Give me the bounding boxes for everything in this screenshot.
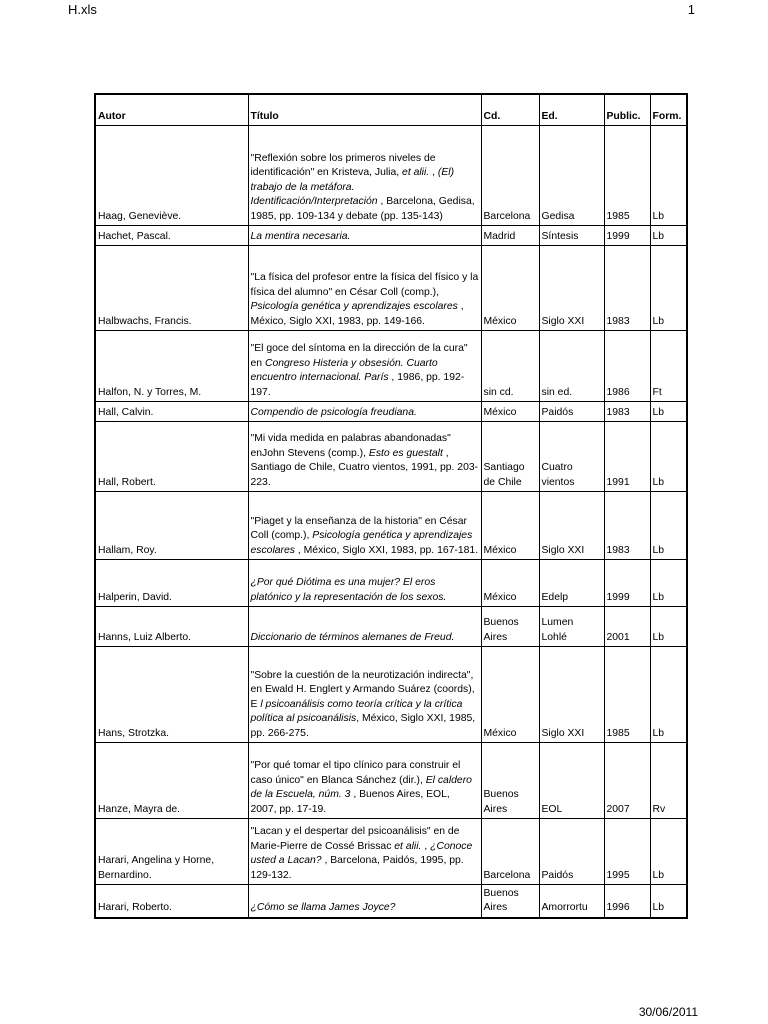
cell-form: Lb <box>650 126 687 226</box>
cell-cd: Buenos Aires <box>481 885 539 918</box>
cell-autor: Halperin, David. <box>95 560 248 607</box>
cell-titulo: Compendio de psicología freudiana. <box>248 402 481 422</box>
cell-autor: Hall, Calvin. <box>95 402 248 422</box>
cell-public: 1983 <box>604 402 650 422</box>
bibliography-table <box>94 93 688 919</box>
cell-cd: sin cd. <box>481 331 539 402</box>
cell-titulo: ¿Cómo se llama James Joyce? <box>248 885 481 918</box>
cell-titulo: Diccionario de términos alemanes de Freud. <box>248 607 481 647</box>
cell-cd: México <box>481 246 539 331</box>
cell-titulo: "Por qué tomar el tipo clínico para construir el caso único" en Blanca Sánchez (dir.), El caldero de la Escuela, núm. 3 , Buenos Aires, EOL, 2007, pp. 17-19. <box>248 743 481 819</box>
cell-public: 1985 <box>604 126 650 226</box>
cell-autor: Hachet, Pascal. <box>95 226 248 246</box>
table-row <box>95 819 687 885</box>
cell-public: 1985 <box>604 647 650 743</box>
cell-cd: México <box>481 647 539 743</box>
cell-public: 2007 <box>604 743 650 819</box>
table-row <box>95 226 687 246</box>
cell-titulo: "Lacan y el despertar del psicoanálisis" en de Marie-Pierre de Cossé Brissac et alii. , ¿Conoce usted a Lacan? , Barcelona, Paidós, 1995, pp. 129-132. <box>248 819 481 885</box>
footer-date: 30/06/2011 <box>638 1005 698 1019</box>
cell-titulo: "Sobre la cuestión de la neurotización indirecta", en Ewald H. Englert y Armando Suárez (coords), E l psicoanálisis como teoría crítica y la crítica política al psicoanálisis, México, Siglo XXI, 1985, pp. 266-275. <box>248 647 481 743</box>
cell-form: Lb <box>650 647 687 743</box>
table-row <box>95 885 687 918</box>
cell-form: Lb <box>650 226 687 246</box>
cell-ed: Síntesis <box>539 226 604 246</box>
cell-form: Lb <box>650 819 687 885</box>
cell-autor: Harari, Angelina y Horne, Bernardino. <box>95 819 248 885</box>
cell-public: 1991 <box>604 422 650 492</box>
cell-cd: Barcelona <box>481 126 539 226</box>
cell-ed: Edelp <box>539 560 604 607</box>
cell-ed: Siglo XXI <box>539 246 604 331</box>
header-public: Public. <box>604 94 650 126</box>
cell-public: 1999 <box>604 560 650 607</box>
cell-titulo: "Piaget y la enseñanza de la historia" en César Coll (comp.), Psicología genética y aprendizajes escolares , México, Siglo XXI, 1983, pp. 167-181. <box>248 492 481 560</box>
table-row <box>95 246 687 331</box>
cell-public: 1999 <box>604 226 650 246</box>
cell-ed: sin ed. <box>539 331 604 402</box>
cell-public: 1983 <box>604 246 650 331</box>
cell-autor: Haag, Geneviève. <box>95 126 248 226</box>
cell-autor: Harari, Roberto. <box>95 885 248 918</box>
cell-cd: Barcelona <box>481 819 539 885</box>
cell-public: 2001 <box>604 607 650 647</box>
table-row <box>95 492 687 560</box>
cell-form: Lb <box>650 246 687 331</box>
cell-form: Lb <box>650 607 687 647</box>
cell-autor: Hallam, Roy. <box>95 492 248 560</box>
cell-titulo: ¿Por qué Diótima es una mujer? El eros platónico y la representación de los sexos. <box>248 560 481 607</box>
file-name: H.xls <box>68 2 97 17</box>
table-row <box>95 126 687 226</box>
cell-cd: México <box>481 492 539 560</box>
cell-cd: México <box>481 402 539 422</box>
cell-ed: Lumen Lohlé <box>539 607 604 647</box>
cell-autor: Hans, Strotzka. <box>95 647 248 743</box>
cell-form: Lb <box>650 885 687 918</box>
cell-form: Ft <box>650 331 687 402</box>
cell-cd: Buenos Aires <box>481 607 539 647</box>
cell-titulo: "Mi vida medida en palabras abandonadas" enJohn Stevens (comp.), Esto es guestalt , Santiago de Chile, Cuatro vientos, 1991, pp. 203-223. <box>248 422 481 492</box>
header-row <box>95 94 687 126</box>
cell-form: Lb <box>650 422 687 492</box>
cell-ed: Siglo XXI <box>539 492 604 560</box>
cell-form: Lb <box>650 402 687 422</box>
header-cd: Cd. <box>481 94 539 126</box>
cell-ed: Cuatro vientos <box>539 422 604 492</box>
cell-ed: Amorrortu <box>539 885 604 918</box>
cell-form: Lb <box>650 560 687 607</box>
cell-ed: EOL <box>539 743 604 819</box>
cell-autor: Halbwachs, Francis. <box>95 246 248 331</box>
cell-public: 1996 <box>604 885 650 918</box>
cell-autor: Hanns, Luiz Alberto. <box>95 607 248 647</box>
table-row <box>95 607 687 647</box>
cell-autor: Hall, Robert. <box>95 422 248 492</box>
cell-cd: Buenos Aires <box>481 743 539 819</box>
cell-autor: Hanze, Mayra de. <box>95 743 248 819</box>
cell-autor: Halfon, N. y Torres, M. <box>95 331 248 402</box>
header-autor: Autor <box>95 94 248 126</box>
cell-form: Lb <box>650 492 687 560</box>
cell-titulo: La mentira necesaria. <box>248 226 481 246</box>
header-form: Form. <box>650 94 687 126</box>
cell-ed: Paidós <box>539 402 604 422</box>
cell-public: 1995 <box>604 819 650 885</box>
header-ed: Ed. <box>539 94 604 126</box>
table-row <box>95 422 687 492</box>
cell-public: 1983 <box>604 492 650 560</box>
table-row <box>95 402 687 422</box>
cell-cd: Santiago de Chile <box>481 422 539 492</box>
page-number: 1 <box>687 2 695 17</box>
header-titulo: Título <box>248 94 481 126</box>
cell-cd: México <box>481 560 539 607</box>
cell-public: 1986 <box>604 331 650 402</box>
table-row <box>95 743 687 819</box>
cell-titulo: "El goce del síntoma en la dirección de la cura" en Congreso Histeria y obsesión. Cuarto encuentro internacional. París , 1986, pp. 192-197. <box>248 331 481 402</box>
cell-cd: Madrid <box>481 226 539 246</box>
table-row <box>95 560 687 607</box>
cell-form: Rv <box>650 743 687 819</box>
table-row <box>95 331 687 402</box>
cell-titulo: "Reflexión sobre los primeros niveles de identificación" en Kristeva, Julia, et alii. , (El) trabajo de la metáfora. Identificación/Interpretación , Barcelona, Gedisa, 1985, pp. 109-134 y debate (pp. 135-143) <box>248 126 481 226</box>
table-row <box>95 647 687 743</box>
cell-titulo: "La física del profesor entre la física del físico y la física del alumno" en César Coll (comp.), Psicología genética y aprendizajes escolares , México, Siglo XXI, 1983, pp. 149-166. <box>248 246 481 331</box>
cell-ed: Siglo XXI <box>539 647 604 743</box>
cell-ed: Paidós <box>539 819 604 885</box>
cell-ed: Gedisa <box>539 126 604 226</box>
